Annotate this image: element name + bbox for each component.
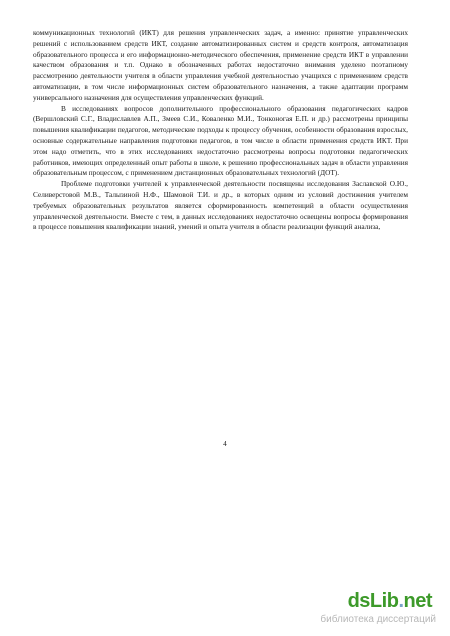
paragraph-2: В исследованиях вопросов дополнительного профессионального образования педагогических кадров (Вершловский С.Г., Владиславлев А.П., Змеев С.И., Коваленко М.И., Тонконогая Е.П. и др.) рассмотрены принципы повышения квалификации педагогов, методические подходы к процессу обучения, особенности образования взрослых, основные содержательные направления подготовки педагогов, в том числе в области применения средств ИКТ. При этом надо отметить, что в этих исследованиях недостаточно рассмотрены вопросы подготовки педагогических работников, имеющих определенный опыт работы в школе, к решению профессиональных задач в области управления образовательным процессом, с применением дистанционных образовательных технологий (ДОТ).	[33, 103, 408, 178]
paragraph-3: Проблеме подготовки учителей к управленческой деятельности посвящены исследования Заславской О.Ю., Селиверстовой М.В., Талызиной Н.Ф., Шамовой Т.И. и др., в которых одним из условий достижения учителем требуемых образовательных результатов является сформированность компетенций в области осуществления управленческой деятельности. Вместе с тем, в данных исследованиях недостаточно освещены вопросы формирования в процессе повышения квалификации знаний, умений и опыта учителя в области реализации функций анализа,	[33, 179, 408, 232]
watermark-logo-main: dsLib	[347, 590, 399, 612]
body-text	[33, 28, 408, 233]
watermark-subtitle: библиотека диссертаций	[320, 614, 436, 625]
watermark-logo-dot: .	[398, 590, 404, 612]
page-number: 4	[223, 439, 227, 448]
watermark	[320, 590, 436, 630]
watermark-logo-tld: net	[403, 590, 432, 612]
watermark-logo	[348, 590, 432, 612]
paragraph-1: коммуникационных технологий (ИКТ) для решения управленческих задач, а именно: принятие управленческих решений с использованием средств ИКТ, создание автоматизированных систем и средств контроля, автоматизация образовательного процесса и его информационно-методического обеспечения, применение средств ИКТ в управлении качеством образования и т.п. Однако в обозначенных работах недостаточно внимания уделено поэтапному рассмотрению деятельности учителя в области управления учебной деятельностью учащихся с применением средств автоматизации, в том числе информационных систем образовательного назначения, а также адаптации программ универсального назначения для осуществления управленческих функций.	[33, 28, 408, 102]
